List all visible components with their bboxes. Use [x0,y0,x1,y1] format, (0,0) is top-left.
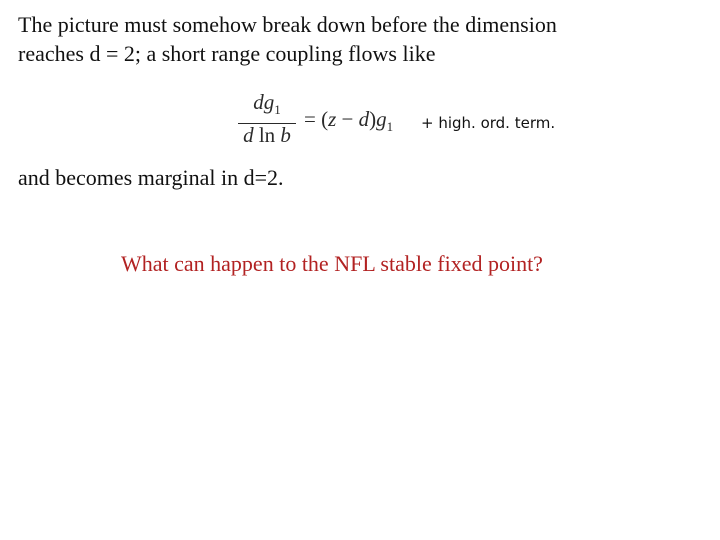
denominator-d: d [243,123,254,147]
conclusion-text: and becomes marginal in d=2. [18,165,284,190]
denominator-b: b [280,123,291,147]
numerator-variable: dg [253,90,275,114]
rhs-equals: = ( [304,107,329,131]
denominator-ln: ln [253,123,281,147]
rhs-close: ) [369,107,377,131]
rhs-subscript: 1 [386,119,394,135]
intro-line-1: The picture must somehow break down before the dimension [18,12,557,37]
equation-right-hand-side [304,107,393,135]
rhs-g: g [376,107,387,131]
fraction-denominator [236,123,298,148]
rhs-z: z [328,107,337,131]
question-text: What can happen to the NFL stable fixed point? [121,251,543,276]
higher-order-terms: + high. ord. term. [421,114,556,132]
rhs-minus: − [336,107,359,131]
rg-flow-equation [236,90,596,160]
fraction-numerator [236,90,298,118]
rhs-d: d [358,107,370,131]
numerator-subscript: 1 [274,102,281,118]
intro-paragraph [18,10,678,68]
intro-line-2: reaches d = 2; a short range coupling flows like [18,41,436,66]
